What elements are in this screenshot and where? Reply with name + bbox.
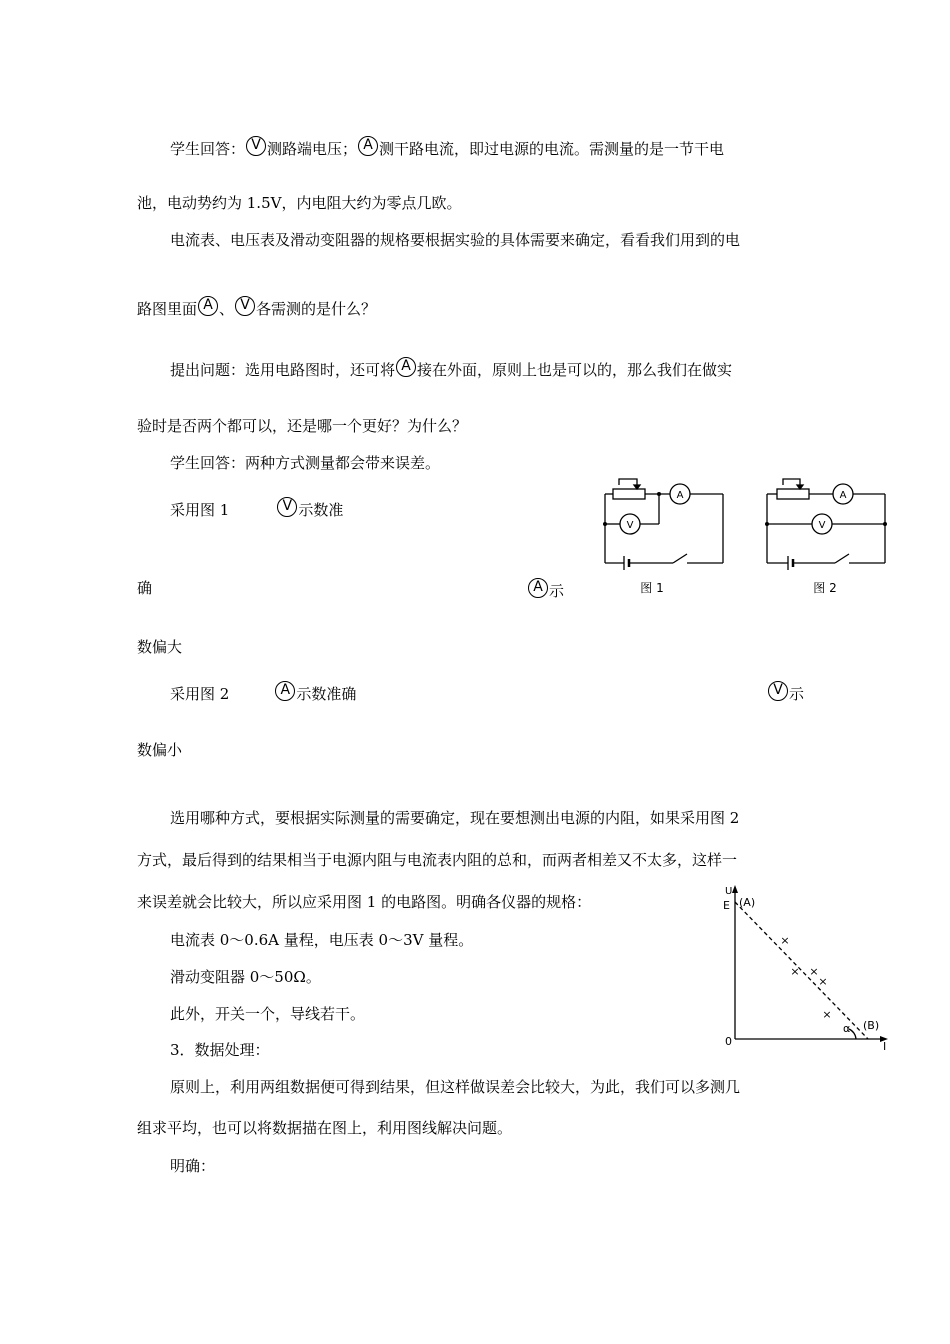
ammeter-label: A (839, 490, 847, 501)
voltmeter-label: V (626, 520, 634, 531)
line-2: 池，电动势约为 1.5V，内电阻大约为零点几欧。 (137, 194, 462, 212)
origin-label: 0 (725, 1035, 732, 1048)
text: 测路端电压； (267, 140, 358, 158)
line-11a (170, 681, 356, 704)
a-label: (A) (739, 896, 756, 909)
line-8 (170, 497, 343, 520)
ammeter-symbol: A (198, 296, 218, 316)
voltmeter-symbol: V (235, 296, 255, 316)
u-label: U (725, 886, 733, 897)
point-mark: × (780, 934, 790, 947)
junction-dot (883, 522, 887, 526)
text: 学生回答： (170, 140, 246, 158)
i-label: I (883, 1040, 887, 1053)
line-19: 3．数据处理： (170, 1041, 270, 1059)
text: 提出问题：选用电路图时，还可将 (170, 361, 396, 379)
text: 各需测的是什么？ (256, 300, 377, 318)
voltmeter-symbol: V (277, 497, 297, 517)
ammeter-label: A (676, 490, 684, 501)
line-7: 学生回答：两种方式测量都会带来误差。 (170, 454, 441, 472)
line-9b (527, 578, 564, 601)
text: 接在外面，原则上也是可以的，那么我们在做实 (417, 361, 733, 379)
line-17: 滑动变阻器 0～50Ω。 (170, 968, 321, 986)
voltmeter-symbol: V (768, 681, 788, 701)
text: 采用图 1 (170, 501, 230, 519)
ammeter-symbol: A (528, 578, 548, 598)
ammeter-symbol: A (396, 357, 416, 377)
line-14: 方式，最后得到的结果相当于电源内阻与电流表内阻的总和，而两者相差又不太多，这样一 (137, 851, 738, 869)
junction-dot (603, 522, 607, 526)
line-3: 电流表、电压表及滑动变阻器的规格要根据实验的具体需要来确定，看看我们用到的电 (170, 231, 741, 249)
text: 示 (549, 582, 565, 600)
ui-graph (718, 882, 896, 1054)
b-label: (B) (863, 1019, 880, 1032)
point-mark: × (809, 965, 819, 978)
line-4 (137, 296, 376, 319)
text: 路图里面 (137, 300, 198, 318)
line-9a: 确 (137, 579, 153, 597)
fig2-caption: 图 2 (813, 581, 837, 595)
fit-line (735, 902, 868, 1039)
line-6: 验时是否两个都可以，还是哪一个更好？为什么？ (137, 417, 468, 435)
alpha-label: α (843, 1022, 851, 1035)
line-5 (170, 357, 732, 380)
text: 示数准确 (296, 685, 357, 703)
line-1 (170, 136, 724, 159)
circuit-diagrams (595, 475, 895, 605)
y-axis-arrow (732, 885, 738, 893)
line-13: 选用哪种方式，要根据实际测量的需要确定，现在要想测出电源的内阻，如果采用图 2 (170, 809, 740, 827)
e-label: E (723, 899, 730, 912)
line-12: 数偏小 (137, 741, 183, 759)
line-16: 电流表 0～0.6A 量程，电压表 0～3V 量程。 (170, 931, 474, 949)
junction-dot (657, 492, 661, 496)
circuit-fig1 (605, 479, 723, 570)
fig1-caption: 图 1 (640, 581, 664, 595)
voltmeter-label: V (818, 520, 826, 531)
line-10: 数偏大 (137, 638, 183, 656)
rheostat (613, 489, 645, 499)
line-11b (767, 681, 804, 704)
line-15: 来误差就会比较大，所以应采用图 1 的电路图。明确各仪器的规格： (137, 893, 592, 911)
junction-dot (765, 522, 769, 526)
point-mark: × (818, 975, 828, 988)
text: 示数准 (298, 501, 344, 519)
line-20: 原则上，利用两组数据便可得到结果，但这样做误差会比较大，为此，我们可以多测几 (170, 1078, 741, 1096)
ammeter-symbol: A (358, 136, 378, 156)
text: 采用图 2 (170, 685, 230, 703)
line-18: 此外，开关一个，导线若干。 (170, 1005, 366, 1023)
data-points (780, 934, 831, 1021)
text: 测干路电流，即过电源的电流。需测量的是一节干电 (379, 140, 725, 158)
circuit-fig2 (767, 479, 885, 570)
line-21: 组求平均，也可以将数据描在图上，利用图线解决问题。 (137, 1119, 513, 1137)
point-mark: × (790, 965, 800, 978)
rheostat (777, 489, 809, 499)
text: 示 (789, 685, 805, 703)
voltmeter-symbol: V (246, 136, 266, 156)
point-mark: × (822, 1008, 832, 1021)
text: 、 (219, 300, 235, 318)
ammeter-symbol: A (275, 681, 295, 701)
line-22: 明确： (170, 1157, 216, 1175)
